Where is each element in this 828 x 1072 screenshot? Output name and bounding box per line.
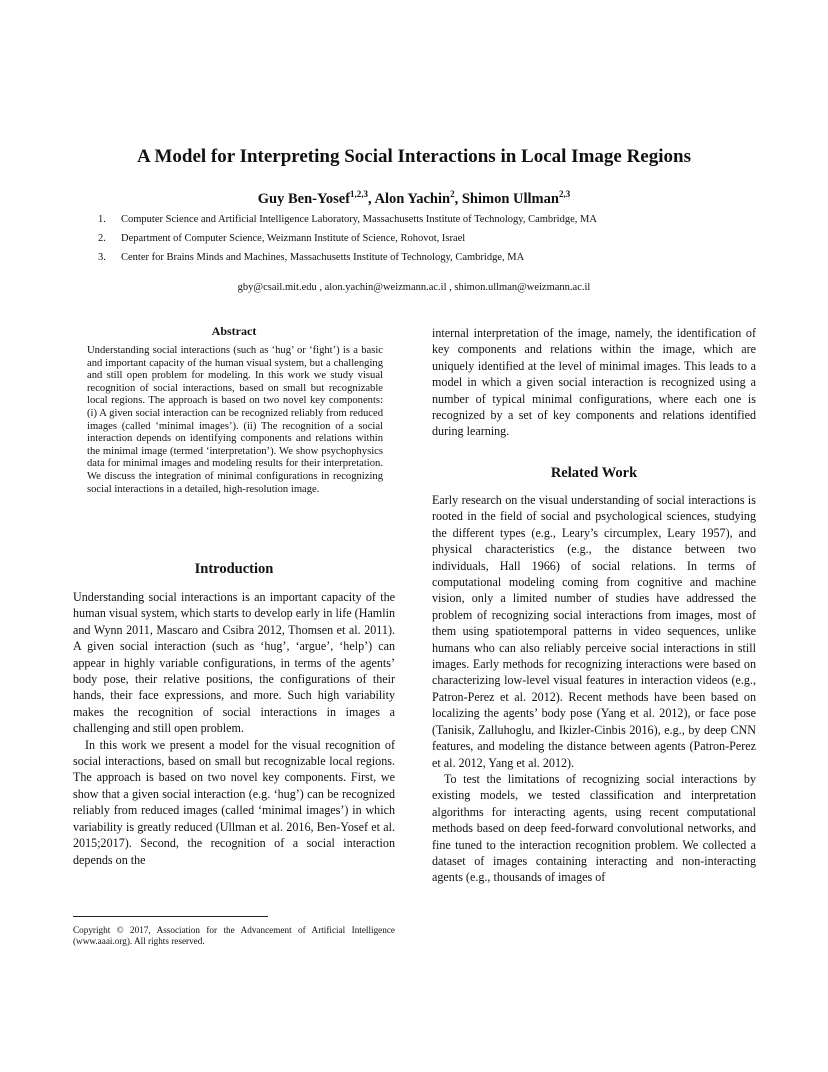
left-column-body: [73, 589, 395, 868]
abstract-text: Understanding social interactions (such as ‘hug’ or ‘fight’) is a basic and important capacity of the human visual system, but a challenging and still open problem for modeling. In this work we study visual recognition of social interactions, based on small but recognizable local regions. The approach is based on two novel key components: (i) A given social interaction can be recognized reliably from reduced images (called ‘minimal images’). (ii) The recognition of a social interaction depends on identifying components and relations within the minimal image (termed ‘interpretation’). We show psychophysics data for minimal images and modeling results for their interpretation. We discuss the integration of minimal configurations in recognizing social interactions in a detailed, high-resolution image.: [87, 345, 383, 495]
intro-paragraph: In this work we present a model for the visual recognition of social interactions, based on small but recognizable local regions. The approach is based on two novel key components. First, we show that a given social interaction (e.g. ‘hug’) can be recognized reliably from reduced images (called ‘minimal images’) in which variability is greatly reduced (Ullman et al. 2016, Ben-Yosef et al. 2015;2017). Second, the recognition of a social interaction depends on the: [73, 737, 395, 867]
intro-paragraph: Understanding social interactions is an important capacity of the human visual system, which starts to develop early in life (Hamlin and Wynn 2011, Mascaro and Csibra 2012, Thomsen et al. 2011). A given social interaction (such as ‘hug’, ‘argue’, ‘help’) can appear in highly variable configurations, in terms of the agents’ body pose, their relative positions, the configurations of their hands, their face expressions, and more. Such high variability makes the recognition of social interactions in images a challenging and still open problem.: [73, 590, 395, 736]
affiliation-item: [98, 248, 738, 267]
related-paragraph: Early research on the visual understanding of social interactions is rooted in the field of social and psychological sciences, studying the different types (e.g., Leary’s circumplex, Leary 1957), and physical characteristics (e.g., the distance between two individuals, Hall 1966) of social relations. In terms of computational modeling coming from cognitive and machine vision, only a limited number of studies have addressed the problem of recognizing social interactions from images, most of them using spatiotemporal patterns in video sequences, unlike humans who can also reliably perceive social interactions in still images. Early methods for recognizing interactions were based on characterizing low-level visual features in interaction videos (e.g., Patron-Perez et al. 2012). Recent methods have been based on localizing the agents’ body pose (Yang et al. 2012), or face pose (Tanisik, Zalluhoglu, and Ikizler-Cinbis 2016), e.g., by deep CNN features, and modeling the distance between agents (Patron-Perez et al. 2012, Yang et al. 2012).: [432, 493, 756, 770]
affiliation-text: Computer Science and Artificial Intelligence Laboratory, Massachusetts Institute of Technology, Cambridge, MA: [121, 214, 597, 225]
copyright-footnote: Copyright © 2017, Association for the Advancement of Artificial Intelligence (www.aaai.org). All rights reserved.: [73, 925, 395, 947]
introduction-heading: Introduction: [194, 561, 274, 577]
abstract-heading: Abstract: [211, 324, 257, 338]
related-paragraph: To test the limitations of recognizing social interactions by existing models, we tested classification and interpretation algorithms for interacting agents, using recent computational methods based on deep feed-forward convolutional networks, and fine tuned to the interaction recognition problem. We collected a dataset of images containing interacting and non-interacting agents (e.g., thousands of images of: [432, 771, 756, 885]
author-name: Shimon Ullman: [461, 190, 559, 207]
footnote-rule: [73, 916, 268, 917]
related-work-body: [432, 492, 756, 886]
author-emails: gby@csail.mit.edu , alon.yachin@weizmann.ac.il , shimon.ullman@weizmann.ac.il: [237, 282, 591, 293]
author-name: Guy Ben-Yosef: [257, 190, 351, 207]
affiliation-text: Department of Computer Science, Weizmann Institute of Science, Rohovot, Israel: [121, 233, 466, 244]
author-name: Alon Yachin: [374, 190, 451, 207]
author-line: [0, 189, 828, 208]
author-separator: ,: [368, 190, 375, 207]
continued-paragraph: internal interpretation of the image, namely, the identification of key components and relations within the image, which are uniquely identified at the level of minimal images. This leads to a model in which a given social interaction is recognized using a number of typical minimal configurations, where each one is recognized by a set of key components and relations identified during learning.: [432, 326, 756, 439]
affiliation-number: 3.: [98, 252, 106, 263]
author-affiliation-marker: 1,2,3: [350, 189, 369, 199]
right-column-top: [432, 325, 756, 440]
affiliation-number: 1.: [98, 214, 106, 225]
affiliation-item: [98, 229, 738, 248]
affiliation-list: [98, 210, 738, 267]
author-affiliation-marker: 2,3: [558, 189, 571, 199]
related-work-heading: Related Work: [550, 465, 638, 481]
affiliation-text: Center for Brains Minds and Machines, Massachusetts Institute of Technology, Cambridge, MA: [121, 252, 525, 263]
author-separator: ,: [454, 190, 462, 207]
affiliation-item: [98, 210, 738, 229]
paper-title: A Model for Interpreting Social Interactions in Local Image Regions: [137, 146, 691, 167]
affiliation-number: 2.: [98, 233, 106, 244]
author-affiliation-marker: 2: [450, 189, 455, 199]
